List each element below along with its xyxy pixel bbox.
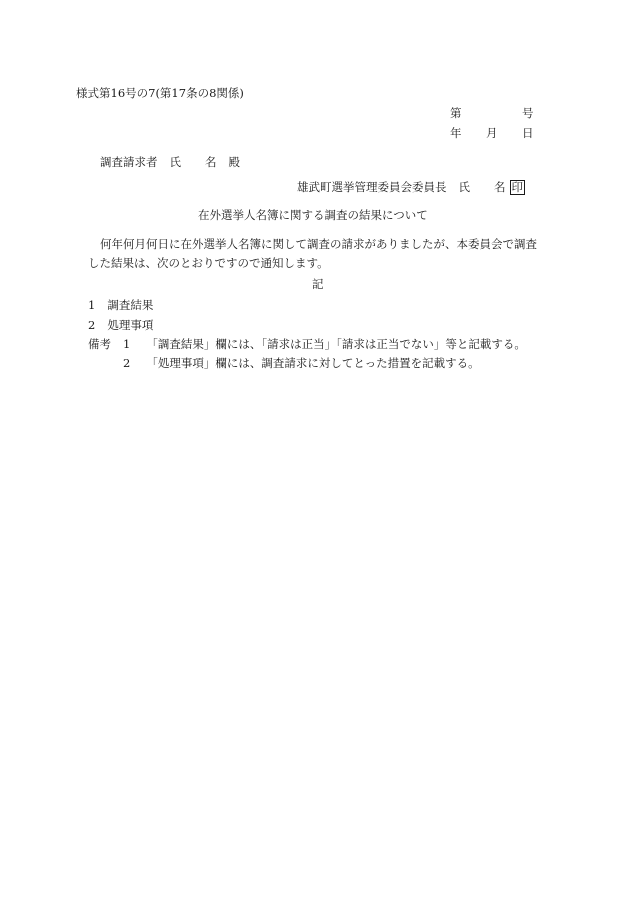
addressee-honorific: 殿 <box>228 155 240 169</box>
note-text: 「調査結果」欄には、「請求は正当」「請求は正当でない」等と記載する。 <box>146 337 526 351</box>
item-2 <box>88 318 153 332</box>
note-number: 2 <box>123 356 131 370</box>
sender-name-label-2: 名 <box>494 180 506 194</box>
item-1 <box>88 298 153 312</box>
item-number: 1 <box>88 298 96 312</box>
doc-number-prefix: 第 <box>450 106 462 120</box>
note-2 <box>88 356 480 370</box>
addressee-role: 調査請求者 <box>100 155 158 169</box>
note-number: 1 <box>123 337 131 351</box>
note-text: 「処理事項」欄には、調査請求に対してとった措置を記載する。 <box>146 356 480 370</box>
ki-marker: 記 <box>312 277 324 291</box>
form-reference: 様式第16号の7(第17条の8関係) <box>76 86 244 100</box>
addressee-name-label-1: 氏 <box>169 155 181 169</box>
item-number: 2 <box>88 318 96 332</box>
body-line-1: 何年何月何日に在外選挙人名簿に関して調査の請求がありましたが、本委員会で調査 <box>100 237 537 251</box>
date-day: 日 <box>522 126 534 140</box>
sender-title: 雄武町選挙管理委員会委員長 <box>297 180 447 194</box>
date-year: 年 <box>450 126 462 140</box>
note-1 <box>88 337 526 351</box>
doc-number-suffix: 号 <box>522 106 534 120</box>
notes-label: 備考 <box>88 337 111 351</box>
document-title: 在外選挙人名簿に関する調査の結果について <box>198 208 428 222</box>
sender <box>297 180 525 195</box>
item-text: 調査結果 <box>107 298 154 312</box>
item-text: 処理事項 <box>107 318 154 332</box>
sender-name-label-1: 氏 <box>458 180 470 194</box>
date-month: 月 <box>486 126 498 140</box>
body-line-2: した結果は、次のとおりですので通知します。 <box>88 256 329 270</box>
addressee-name-label-2: 名 <box>205 155 217 169</box>
seal-mark: 印 <box>511 180 523 194</box>
addressee <box>100 155 240 169</box>
